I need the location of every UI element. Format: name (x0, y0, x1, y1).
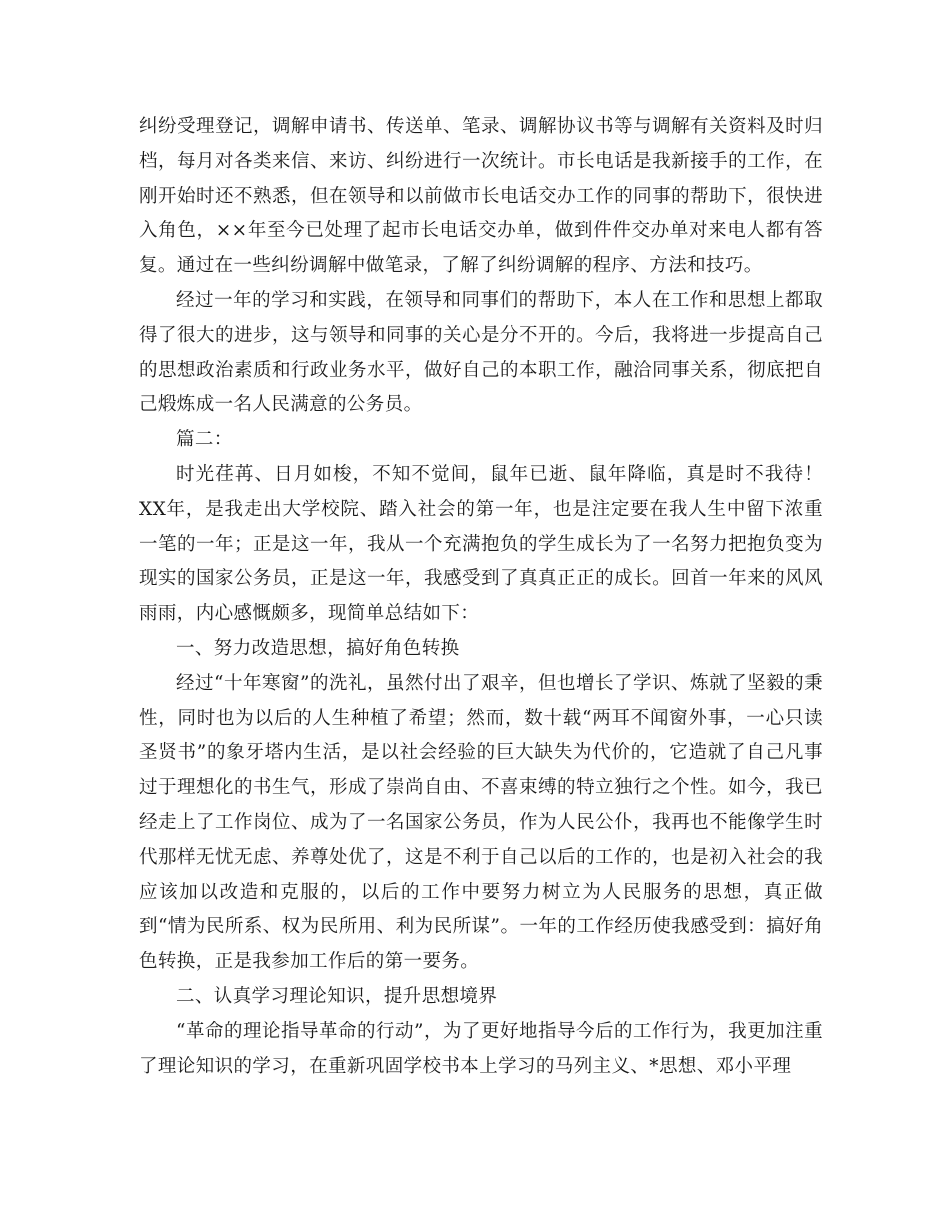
paragraph-intro: 时光荏苒、日月如梭，不知不觉间，鼠年已逝、鼠年降临，真是时不我待！XX年，是我走出大学校院、踏入社会的第一年，也是注定要在我人生中留下浓重一笔的一年；正是这一年，我从一个充满抱负的学生成长为了一名努力把抱负变为现实的国家公务员，正是这一年，我感受到了真真正正的成长。回首一年来的风风雨雨，内心感慨颇多，现简单总结如下： (139, 463, 823, 625)
paragraph-continuation: 纠纷受理登记，调解申请书、传送单、笔录、调解协议书等与调解有关资料及时归档，每月对各类来信、来访、纠纷进行一次统计。市长电话是我新接手的工作，在刚开始时还不熟悉，但在领导和以前做市长电话交办工作的同事的帮助下，很快进入角色，××年至今已处理了起市长电话交办单，做到件件交办单对来电人都有答复。通过在一些纠纷调解中做笔录，了解了纠纷调解的程序、方法和技巧。 (139, 116, 823, 277)
section-heading-part-two: 篇二： (176, 429, 233, 451)
paragraph-item-two: “革命的理论指导革命的行动”，为了更好地指导今后的工作行为，我更加注重了理论知识的学习，在重新巩固学校书本上学习的马列主义、*思想、邓小平理 (139, 1020, 823, 1077)
heading-item-one: 一、努力改造思想，搞好角色转换 (176, 637, 460, 659)
heading-item-two: 二、认真学习理论知识，提升思想境界 (176, 985, 498, 1007)
paragraph-summary: 经过一年的学习和实践，在领导和同事们的帮助下，本人在工作和思想上都取得了很大的进步，这与领导和同事的关心是分不开的。今后，我将进一步提高自己的思想政治素质和行政业务水平，做好自己的本职工作，融洽同事关系，彻底把自己煅炼成一名人民满意的公务员。 (139, 289, 823, 416)
paragraph-item-one: 经过“十年寒窗”的洗礼，虽然付出了艰辛，但也增长了学识、炼就了坚毅的秉性，同时也为以后的人生种植了希望；然而，数十载“两耳不闻窗外事，一心只读圣贤书”的象牙塔内生活，是以社会经验的巨大缺失为代价的，它造就了自己凡事过于理想化的书生气，形成了崇尚自由、不喜束缚的特立独行之个性。如今，我已经走上了工作岗位、成为了一名国家公务员，作为人民公仆，我再也不能像学生时代那样无忧无虑、养尊处优了，这是不利于自己以后的工作的，也是初入社会的我应该加以改造和克服的，以后的工作中要努力树立为人民服务的思想，真正做到“情为民所系、权为民所用、利为民所谋”。一年的工作经历使我感受到：搞好角色转换，正是我参加工作后的第一要务。 (139, 672, 823, 973)
document-body (139, 110, 823, 1084)
